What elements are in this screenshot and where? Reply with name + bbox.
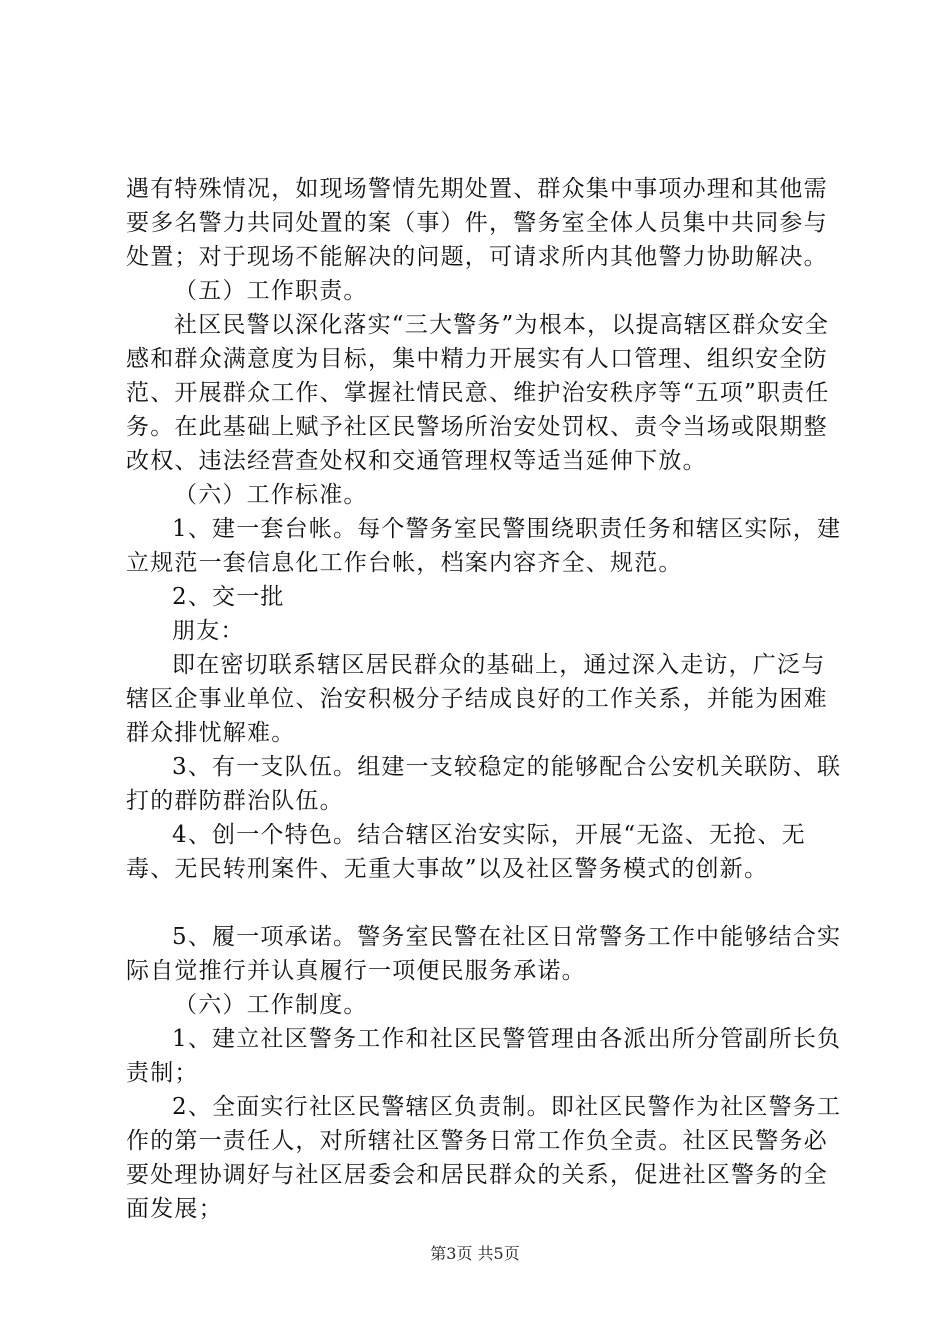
paragraph-continuation: 遇有特殊情况，如现场警情先期处置、群众集中事项办理和其他需要多名警力共同处置的案（事）件，警务室全体人员集中共同参与处置；对于现场不能解决的问题，可请求所内其他警力协助解决。 [126, 176, 828, 270]
paragraph-standard-4: 4、创一个特色。结合辖区治安实际，开展“无盗、无抢、无毒、无民转刑案件、无重大事故”以及社区警务模式的创新。 [126, 822, 806, 882]
paragraph-system-2: 2、全面实行社区民警辖区负责制。即社区民警作为社区警务工作的第一责任人，对所辖社区警务日常工作负全责。社区民警务必要处理协调好与社区居委会和居民群众的关系，促进社区警务的全面发展； [126, 1094, 842, 1222]
paragraph-system-1: 1、建立社区警务工作和社区民警管理由各派出所分管副所长负责制； [126, 1026, 842, 1086]
page-number-footer: 第3页 共5页 [430, 1244, 520, 1263]
section-heading-duties: （五）工作职责。 [174, 278, 368, 304]
paragraph-friends-label: 朋友： [172, 618, 245, 644]
paragraph-standard-3: 3、有一支队伍。组建一支较稳定的能够配合公安机关联防、联打的群防群治队伍。 [126, 754, 842, 814]
paragraph-friends-body: 即在密切联系辖区居民群众的基础上，通过深入走访，广泛与辖区企事业单位、治安积极分子结成良好的工作关系，并能为困难群众排忧解难。 [126, 652, 828, 746]
section-heading-systems: （六）工作制度。 [174, 992, 368, 1018]
section-heading-standards: （六）工作标准。 [174, 482, 368, 508]
document-body [126, 172, 846, 1226]
paragraph-duties: 社区民警以深化落实“三大警务”为根本，以提高辖区群众安全感和群众满意度为目标，集中精力开展实有人口管理、组织安全防范、开展群众工作、掌握社情民意、维护治安秩序等“五项”职责任务。在此基础上赋予社区民警场所治安处罚权、责令当场或限期整改权、违法经营查处权和交通管理权等适当延伸下放。 [126, 312, 830, 474]
paragraph-standard-2: 2、交一批 [172, 584, 285, 610]
paragraph-standard-1: 1、建一套台帐。每个警务室民警围绕职责任务和辖区实际，建立规范一套信息化工作台帐，档案内容齐全、规范。 [126, 516, 842, 576]
paragraph-standard-5: 5、履一项承诺。警务室民警在社区日常警务工作中能够结合实际自觉推行并认真履行一项便民服务承诺。 [126, 924, 842, 984]
